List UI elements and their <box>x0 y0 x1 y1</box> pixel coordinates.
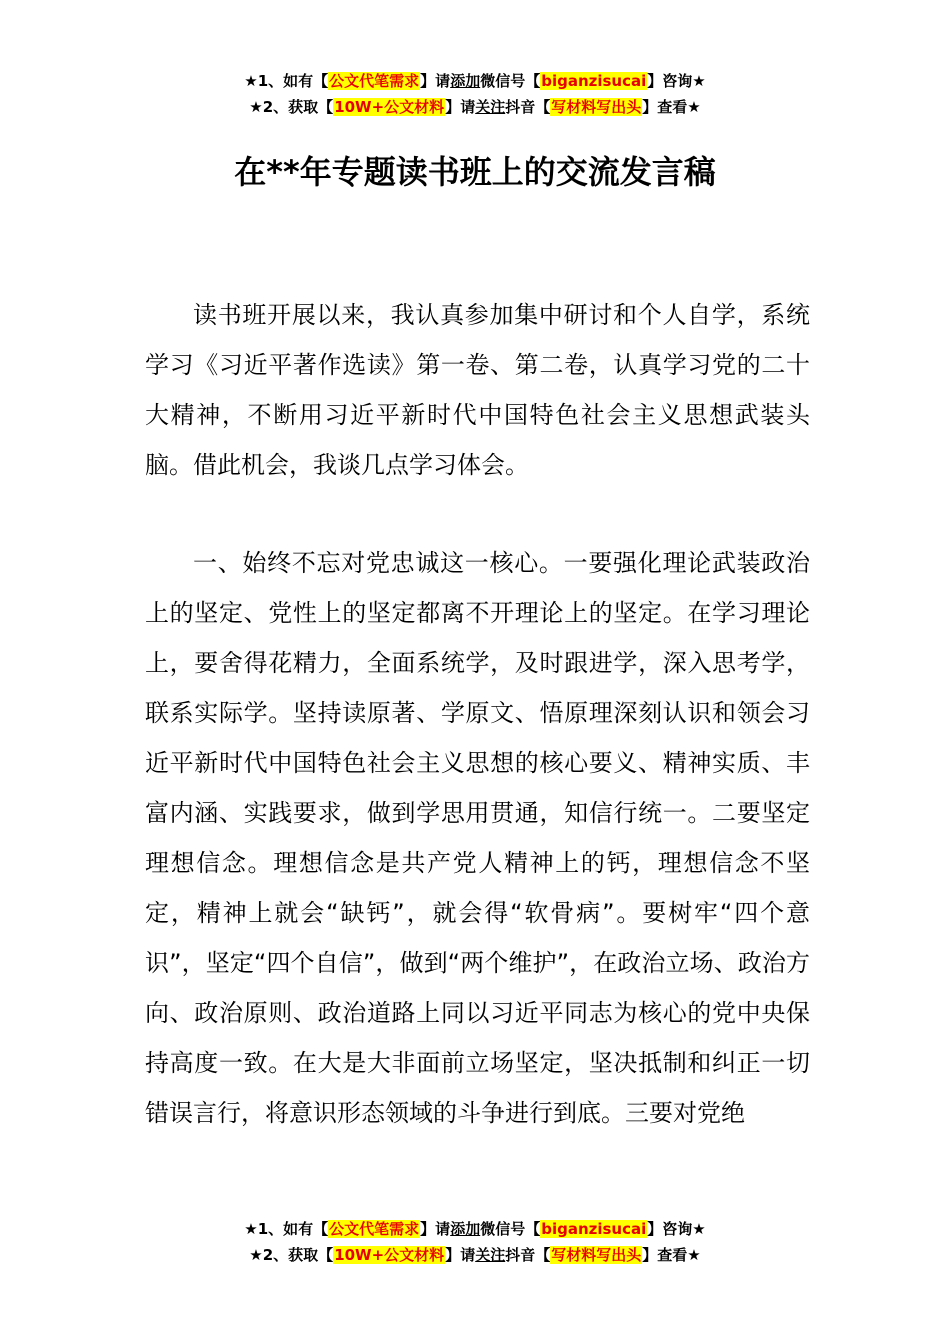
promo-line-1: ★1、如有【公文代笔需求】请添加微信号【biganzisucai】咨询★ <box>244 72 706 90</box>
paragraph-2-block <box>145 538 810 1138</box>
promo-footer <box>0 1216 950 1268</box>
highlight-ghostwriting: 公文代笔需求 <box>329 72 420 90</box>
paragraph-1-block <box>145 290 810 490</box>
promo-line-2: ★2、获取【10W+公文材料】请关注抖音【写材料写出头】查看★ <box>249 98 701 116</box>
highlight-douyin: 写材料写出头 <box>551 98 642 116</box>
highlight-wechat-id: biganzisucai <box>541 1220 647 1238</box>
highlight-wechat-id: biganzisucai <box>541 72 647 90</box>
paragraph: 一、始终不忘对党忠诚这一核心。一要强化理论武装政治上的坚定、党性上的坚定都离不开理论上的坚定。在学习理论上，要舍得花精力，全面系统学，及时跟进学，深入思考学，联系实际学。坚持读原著、学原文、悟原理深刻认识和领会习近平新时代中国特色社会主义思想的核心要义、精神实质、丰富内涵、实践要求，做到学思用贯通，知信行统一。二要坚定理想信念。理想信念是共产党人精神上的钙，理想信念不坚定，精神上就会“缺钙”，就会得“软骨病”。要树牢“四个意识”，坚定“四个自信”，做到“两个维护”，在政治立场、政治方向、政治原则、政治道路上同以习近平同志为核心的党中央保持高度一致。在大是大非面前立场坚定，坚决抵制和纠正一切错误言行，将意识形态领域的斗争进行到底。三要对党绝 <box>145 549 810 1127</box>
highlight-materials: 10W+公文材料 <box>334 98 445 116</box>
document-title: 在**年专题读书班上的交流发言稿 <box>234 153 716 191</box>
promo-line-2: ★2、获取【10W+公文材料】请关注抖音【写材料写出头】查看★ <box>249 1246 701 1264</box>
promo-line-1: ★1、如有【公文代笔需求】请添加微信号【biganzisucai】咨询★ <box>244 1220 706 1238</box>
highlight-materials: 10W+公文材料 <box>334 1246 445 1264</box>
promo-header <box>0 68 950 120</box>
highlight-douyin: 写材料写出头 <box>551 1246 642 1264</box>
highlight-ghostwriting: 公文代笔需求 <box>329 1220 420 1238</box>
paragraph: 读书班开展以来，我认真参加集中研讨和个人自学，系统学习《习近平著作选读》第一卷、第二卷，认真学习党的二十大精神，不断用习近平新时代中国特色社会主义思想武装头脑。借此机会，我谈几点学习体会。 <box>145 301 810 479</box>
